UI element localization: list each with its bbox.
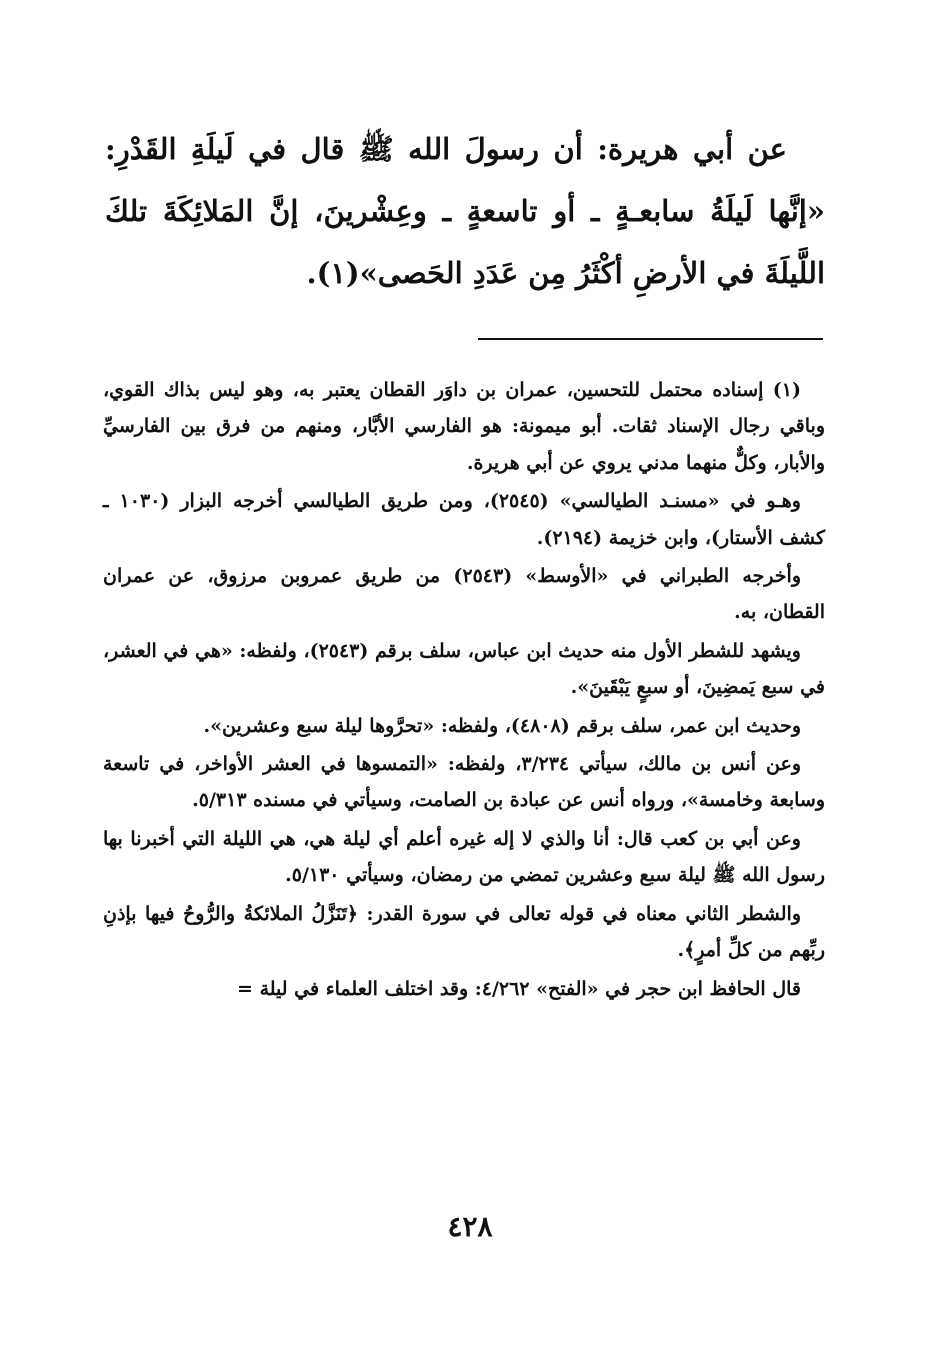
hadith-text xyxy=(105,118,825,304)
footnote-paragraph-2: وهـو في «مسنـد الطيالسي» (٢٥٤٥)، ومن طريق الطيالسي أخرجه البزار (١٠٣٠ ـ كشف الأستار)، وابن خزيمة (٢١٩٤). xyxy=(103,490,825,549)
footnote-separator xyxy=(478,338,823,340)
footnote-paragraph-8: والشطر الثاني معناه في قوله تعالى في سورة القدر: ﴿تَنَزَّلُ الملائكةُ والرُّوحُ فيها بإذنِ ربِّهم من كلِّ أمرٍ﴾. xyxy=(103,902,825,962)
footnote-paragraph-7: وعن أبي بن كعب قال: أنا والذي لا إله غيره أعلم أي ليلة هي، هي الليلة التي أخبرنا بها رسول الله ﷺ ليلة سبع وعشرين تمضي من رمضان، وسيأتي ٥/١٣٠. xyxy=(103,827,825,887)
footnote-paragraph-4: ويشهد للشطر الأول منه حديث ابن عباس، سلف برقم (٢٥٤٣)، ولفظه: «هي في العشر، في سبع يَمضِينَ، أو سبعٍ يَبْقَينَ». xyxy=(103,639,825,699)
footnote-paragraph-5: وحديث ابن عمر، سلف برقم (٤٨٠٨)، ولفظه: «تحرَّوها ليلة سبع وعشرين». xyxy=(203,714,801,737)
footnotes xyxy=(103,372,825,1009)
hadith-paragraph: عن أبي هريرة: أن رسولَ الله ﷺ قال في لَيلَةِ القَدْرِ: «إنَّها لَيلَةُ سابعـةٍ ـ أو تاسعةٍ ـ وعِشْرينَ، إنَّ المَلائِكَةَ تلكَ اللَّيلَةَ في الأرضِ أكْثَرُ مِن عَدَدِ الحَصى»(١). xyxy=(105,132,825,290)
footnote-paragraph-3: وأخرجه الطبراني في «الأوسط» (٢٥٤٣) من طريق عمروبن مرزوق، عن عمران القطان، به. xyxy=(103,565,825,624)
footnote-paragraph-9: قال الحافظ ابن حجر في «الفتح» ٤/٢٦٢: وقد اختلف العلماء في ليلة = xyxy=(237,977,801,1000)
page-number: ٤٢٨ xyxy=(447,1210,493,1243)
footnote-paragraph-6: وعن أنس بن مالك، سيأتي ٣/٢٣٤، ولفظه: «التمسوها في العشر الأواخر، في تاسعة وسابعة وخامسة»، ورواه أنس عن عبادة بن الصامت، وسيأتي في مسنده ٥/٣١٣. xyxy=(103,753,825,812)
footnote-paragraph-1: (١) إسناده محتمل للتحسين، عمران بن داوَر القطان يعتبر به، وهو ليس بذاك القوي، وباقي رجال الإسناد ثقات. أبو ميمونة: هو الفارسي الأبَّار، ومنهم من فرق بين الفارسيِّ والأبار، وكلٌّ منهما مدني يروي عن أبي هريرة. xyxy=(103,379,825,474)
